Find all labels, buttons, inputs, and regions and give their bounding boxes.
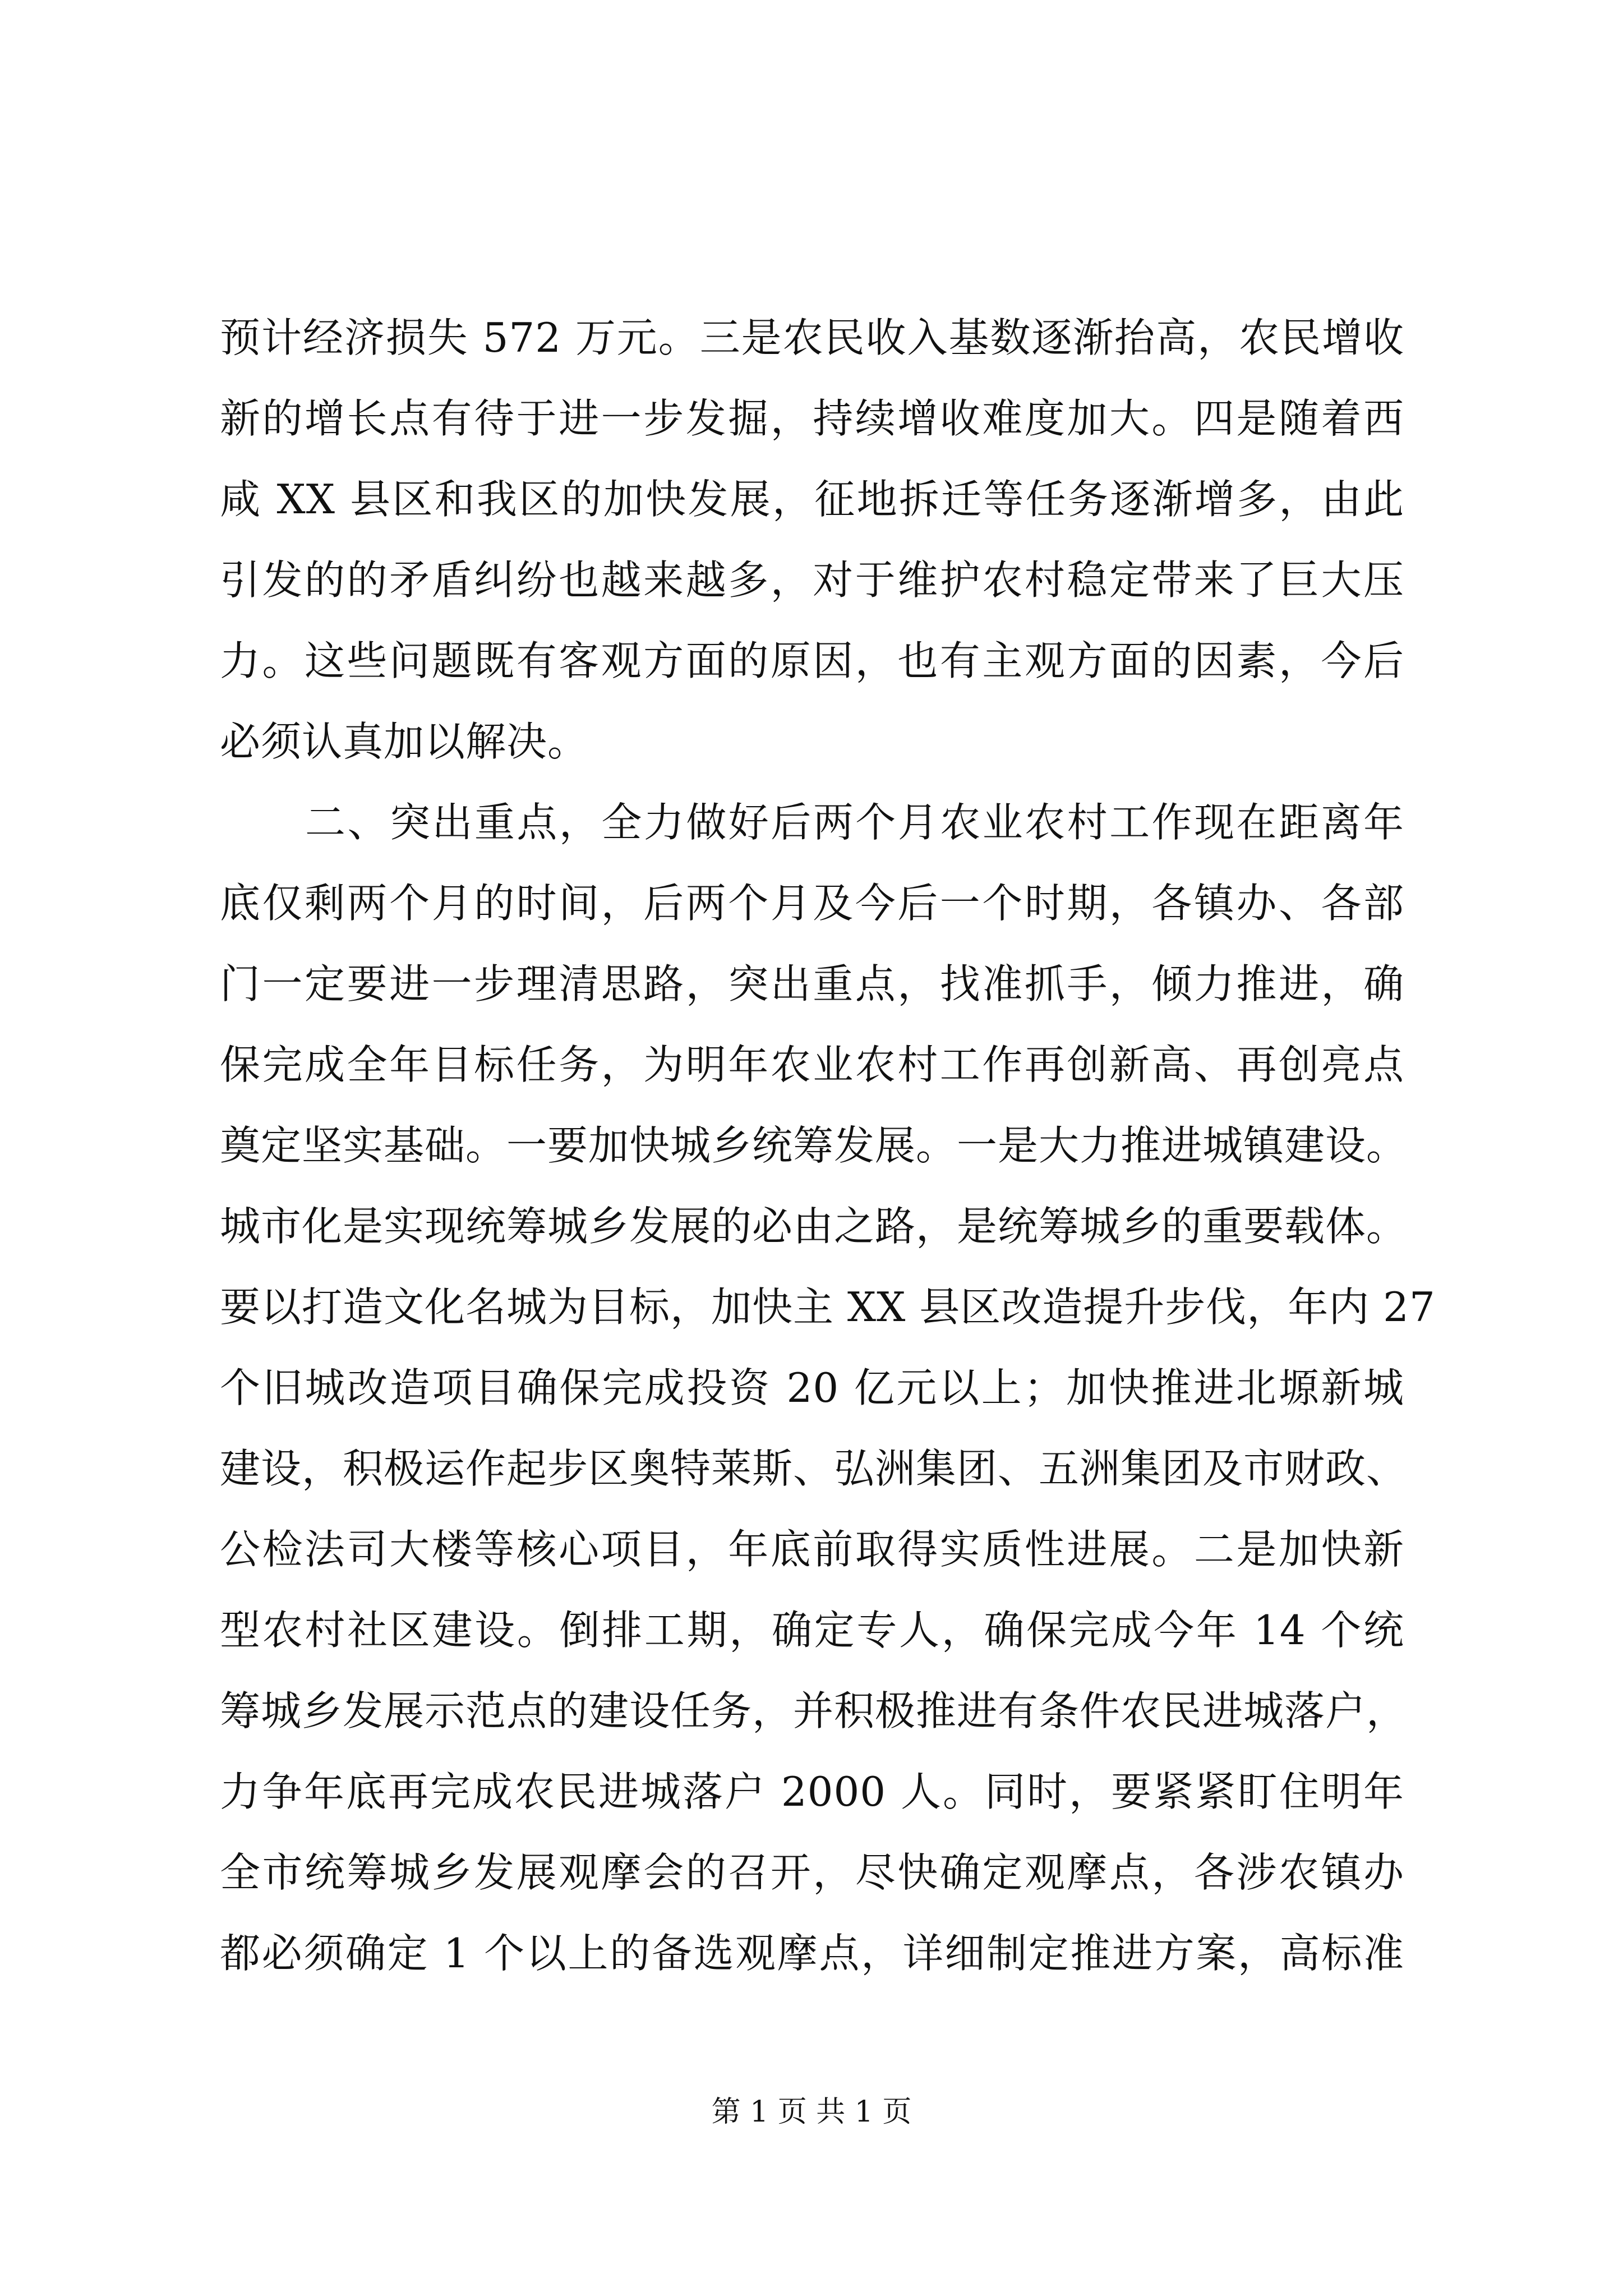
text-line: 要以打造文化名城为目标，加快主 XX 县区改造提升步伐，年内 27 — [220, 1283, 1436, 1331]
text-line: 城市化是实现统筹城乡发展的必由之路，是统筹城乡的重要载体。 — [220, 1203, 1408, 1250]
text-line: 保完成全年目标任务，为明年农业农村工作再创新高、再创亮点 — [220, 1041, 1404, 1088]
text-line: 奠定坚实基础。一要加快城乡统筹发展。一是大力推进城镇建设。 — [220, 1122, 1408, 1169]
document-body — [220, 297, 1436, 1994]
text-line: 全市统筹城乡发展观摩会的召开，尽快确定观摩点，各涉农镇办 — [220, 1849, 1404, 1896]
text-line: 预计经济损失 572 万元。三是农民收入基数逐渐抬高，农民增收 — [220, 314, 1404, 361]
text-line: 二、突出重点，全力做好后两个月农业农村工作现在距离年 — [305, 799, 1404, 846]
text-line: 都必须确定 1 个以上的备选观摩点，详细制定推进方案，高标准 — [220, 1930, 1404, 1977]
text-line: 引发的的矛盾纠纷也越来越多，对于维护农村稳定带来了巨大压 — [220, 556, 1404, 604]
text-line: 筹城乡发展示范点的建设任务，并积极推进有条件农民进城落户， — [220, 1687, 1408, 1734]
page-footer: 第 1 页 共 1 页 — [711, 2095, 912, 2129]
text-line: 力。这些问题既有客观方面的原因，也有主观方面的因素，今后 — [220, 637, 1404, 684]
text-line: 公检法司大楼等核心项目，年底前取得实质性进展。二是加快新 — [220, 1526, 1404, 1573]
text-line: 底仅剩两个月的时间，后两个月及今后一个时期，各镇办、各部 — [220, 880, 1404, 927]
text-line: 型农村社区建设。倒排工期，确定专人，确保完成今年 14 个统 — [220, 1607, 1404, 1654]
text-line: 新的增长点有待于进一步发掘，持续增收难度加大。四是随着西 — [220, 395, 1404, 442]
text-line: 个旧城改造项目确保完成投资 20 亿元以上；加快推进北塬新城 — [220, 1364, 1404, 1411]
text-line: 必须认真加以解决。 — [220, 718, 589, 765]
text-line: 力争年底再完成农民进城落户 2000 人。同时，要紧紧盯住明年 — [220, 1768, 1404, 1815]
text-line: 建设，积极运作起步区奥特莱斯、弘洲集团、五洲集团及市财政、 — [220, 1445, 1408, 1492]
text-line: 咸 XX 县区和我区的加快发展，征地拆迁等任务逐渐增多，由此 — [220, 476, 1404, 523]
text-line: 门一定要进一步理清思路，突出重点，找准抓手，倾力推进，确 — [220, 960, 1404, 1007]
